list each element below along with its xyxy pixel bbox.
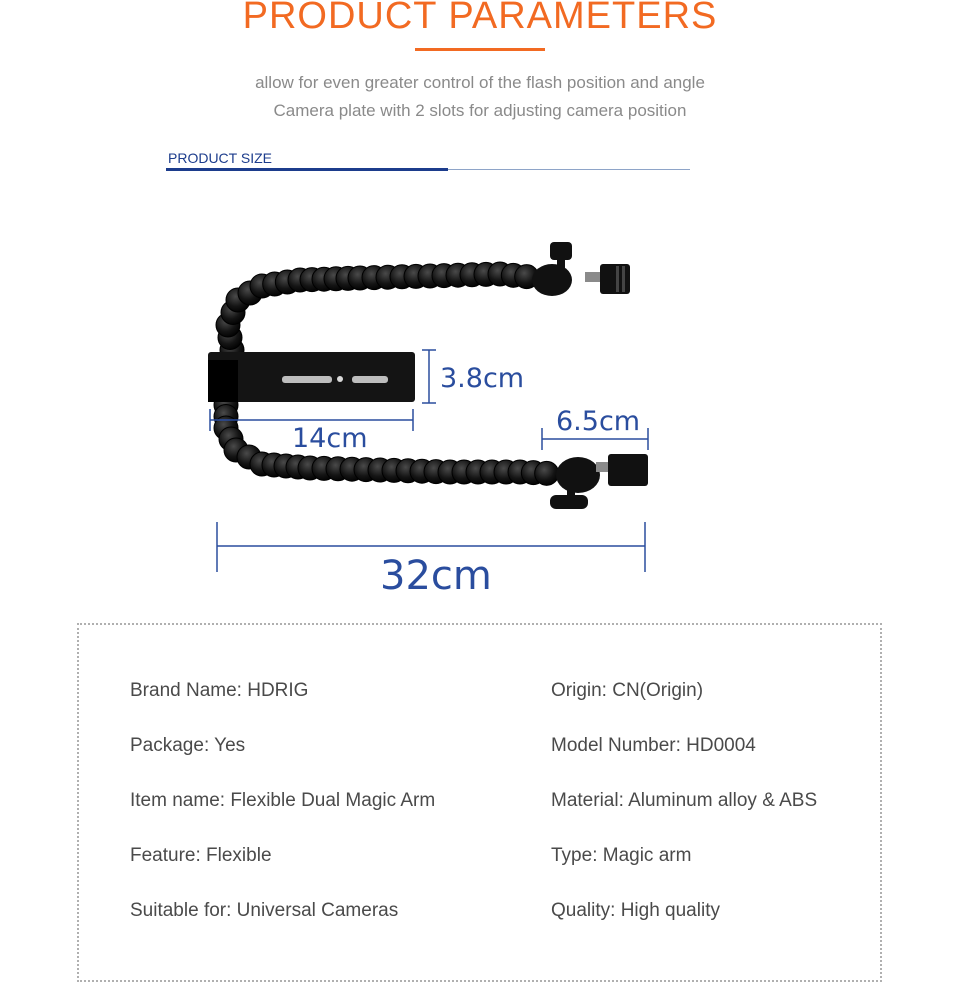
subtitle-line-2: Camera plate with 2 slots for adjusting camera position [273,101,687,120]
bottom-ball-head-icon [550,454,648,509]
spec-package: Package: Yes [130,735,246,756]
spec-model-number: Model Number: HD0004 [551,735,756,756]
spec-brand-name: Brand Name: HDRIG [130,680,309,701]
camera-plate-icon [208,352,415,402]
spec-type: Type: Magic arm [551,845,692,866]
dimension-plate-length-label: 14cm [292,423,368,454]
spec-feature: Feature: Flexible [130,845,272,866]
dimension-head-length-label: 6.5cm [556,406,641,437]
product-image [0,200,960,600]
spec-origin: Origin: CN(Origin) [551,680,704,701]
specs-panel [77,623,882,982]
product-size-rule-accent [166,168,448,171]
spec-suitable-for: Suitable for: Universal Cameras [130,900,399,921]
spec-item-name: Item name: Flexible Dual Magic Arm [130,790,436,811]
top-ball-head-icon [532,242,630,296]
product-size-label: PRODUCT SIZE [168,150,272,166]
subtitle-line-1: allow for even greater control of the flash position and angle [255,73,705,92]
spec-material: Material: Aluminum alloy & ABS [551,790,818,811]
title-underline [415,48,545,51]
dimension-height-label: 3.8cm [440,363,525,394]
page-title: PRODUCT PARAMETERS [242,0,718,37]
spec-quality: Quality: High quality [551,900,720,921]
dimension-total-length-label: 32cm [380,553,492,599]
